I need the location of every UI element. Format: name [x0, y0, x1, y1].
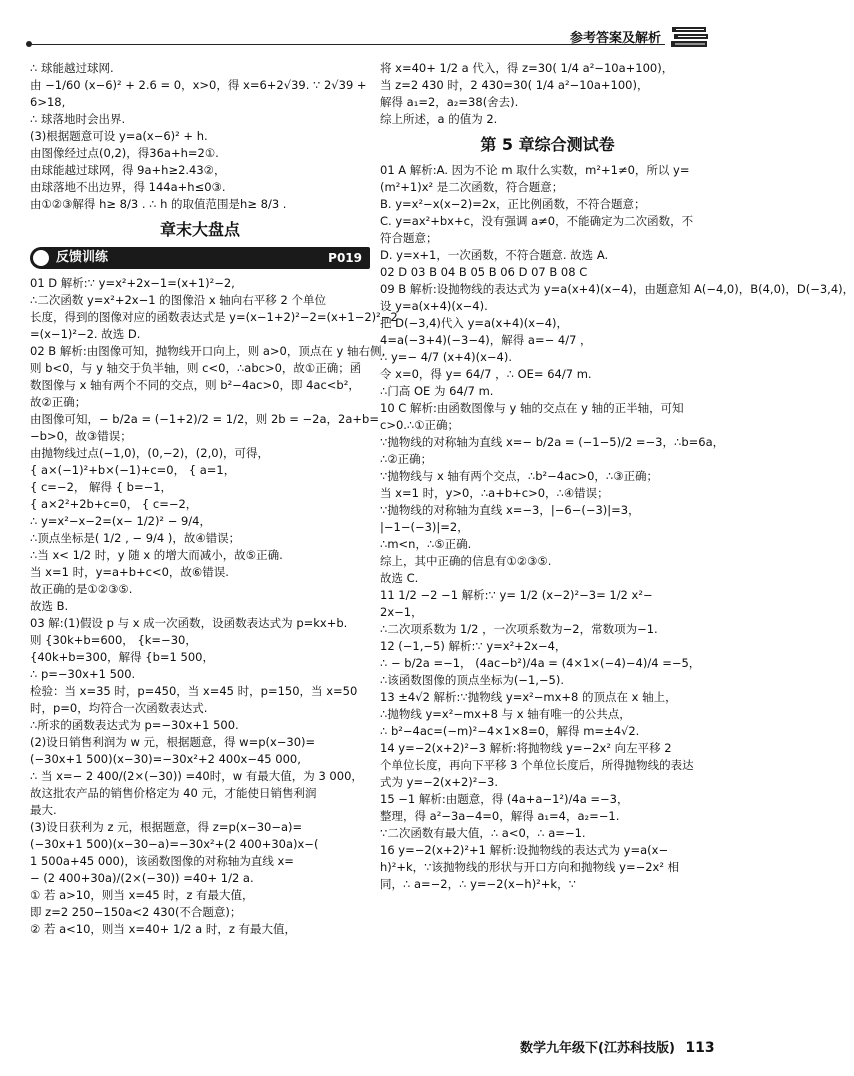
text-line: 即 z=2 250−150a<2 430(不合题意)；	[30, 905, 242, 919]
text-line: 故②正确；	[30, 395, 87, 409]
text-line: ∴②正确；	[380, 452, 433, 466]
text-line: 当 x=1 时，y>0，∴a+b+c>0，∴④错误；	[380, 486, 609, 500]
text-line: 式为 y=−2(x+2)²−3.	[380, 775, 498, 789]
text-line: −b>0，故③错误；	[30, 429, 132, 443]
text-line: 16 y=−2(x+2)²+1 解析:设抛物线的表达式为 y=a(x−	[380, 843, 669, 857]
text-line: 把 D(−3,4)代入 y=a(x+4)(x−4)，	[380, 316, 569, 330]
text-line: ② 若 a<10，则当 x=40+ 1/2 a 时，z 有最大值，	[30, 922, 297, 936]
page-footer	[520, 1040, 715, 1057]
text-line: 时，p=0，均符合一次函数表达式.	[30, 701, 208, 715]
text-line: c>0.∴①正确；	[380, 418, 460, 432]
text-line: 故这批农产品的销售价格定为 40 元，才能使日销售利润	[30, 786, 317, 800]
text-line: 数图像与 x 轴有两个不同的交点，则 b²−4ac>0，即 4ac<b²，	[30, 378, 360, 392]
text-line: 故正确的是①②③⑤.	[30, 582, 133, 596]
text-line: ∴ y=x²−x−2=(x− 1/2)² − 9/4，	[30, 514, 212, 528]
text-line: B. y=x²−x(x−2)=2x，正比例函数，不符合题意；	[380, 197, 646, 211]
text-line: 令 x=0，得 y= 64/7 ，∴ OE= 64/7 m.	[380, 367, 592, 381]
text-line: ∴顶点坐标是( 1/2 , − 9/4 )，故④错误；	[30, 531, 241, 545]
text-line: 14 y=−2(x+2)²−3 解析:将抛物线 y=−2x² 向左平移 2	[380, 741, 672, 755]
text-line: 由 −1/60 (x−6)² + 2.6 = 0，x>0，得 x=6+2√39. ∵ 2√39 +	[30, 78, 367, 92]
text-line: ∴ 球能越过球网.	[30, 61, 114, 75]
text-line: ∴该函数图像的顶点坐标为(−1,−5).	[380, 673, 565, 687]
text-line: 故选 B.	[30, 599, 69, 613]
text-line: ∴m<n，∴⑤正确.	[380, 537, 472, 551]
text-line: 则 b<0，与 y 轴交于负半轴，则 c<0，∴abc>0，故①正确；函	[30, 361, 362, 375]
text-line: |−1−(−3)|=2，	[380, 520, 469, 534]
text-line: 1 500a+45 000)，该函数图像的对称轴为直线 x=	[30, 854, 294, 868]
text-line: (−30x+1 500)(x−30)=−30x²+2 400x−45 000,	[30, 752, 301, 766]
text-line: (m²+1)x² 是二次函数，符合题意；	[380, 180, 564, 194]
text-line: 由球落地不出边界，得 144a+h≤0③.	[30, 180, 226, 194]
text-line: ∴ b²−4ac=(−m)²−4×1×8=0，解得 m=±4√2.	[380, 724, 640, 738]
header-title: 参考答案及解析	[570, 31, 662, 46]
text-line: ∴ 当 x=− 2 400/(2×(−30)) =40时，w 有最大值，为 3 000，	[30, 769, 363, 783]
section-title-chapter5-test: 第 5 章综合测试卷	[480, 135, 615, 154]
text-line: 09 B 解析:设抛物线的表达式为 y=a(x+4)(x−4)，由题意知 A(−4,0)，B(4,0)，D(−3,4)，	[380, 282, 854, 296]
text-line: 2x−1，	[380, 605, 423, 619]
text-line: 12 (−1,−5) 解析:∵ y=x²+2x−4，	[380, 639, 567, 653]
right-top-block	[380, 60, 715, 128]
text-line: ① 若 a>10，则当 x=45 时，z 有最大值，	[30, 888, 254, 902]
text-line: ∴当 x< 1/2 时，y 随 x 的增大而减小，故⑤正确.	[30, 548, 283, 562]
bar-label: 反馈训练	[56, 250, 109, 265]
text-line: ∵抛物线的对称轴为直线 x=− b/2a = (−1−5)/2 =−3，∴b=6a，	[380, 435, 725, 449]
bar-page-ref: P019	[328, 251, 362, 265]
text-line: ∴所求的函数表达式为 p=−30x+1 500.	[30, 718, 239, 732]
text-line: ∴ y=− 4/7 (x+4)(x−4).	[380, 350, 512, 364]
text-line: 4=a(−3+4)(−3−4)，解得 a=− 4/7 ，	[380, 333, 592, 347]
text-line: − (2 400+30a)/(2×(−30)) =40+ 1/2 a.	[30, 871, 254, 885]
right-column	[380, 60, 854, 893]
text-line: 11 1/2 −2 −1 解析:∵ y= 1/2 (x−2)²−3= 1/2 x²−	[380, 588, 653, 602]
text-line: ∴抛物线 y=x²−mx+8 与 x 轴有唯一的公共点，	[380, 707, 631, 721]
text-line: 综上所述，a 的值为 2.	[380, 112, 498, 126]
text-line: 15 −1 解析:由题意，得 (4a+a−1²)/4a =−3，	[380, 792, 629, 806]
text-line: ∵抛物线与 x 轴有两个交点，∴b²−4ac>0，∴③正确；	[380, 469, 659, 483]
text-line: (3)根据题意可设 y=a(x−6)² + h.	[30, 129, 208, 143]
text-line: 当 z=2 430 时，2 430=30( 1/4 a²−10a+100)，	[380, 78, 649, 92]
text-line: 同，∴ a=−2，∴ y=−2(x−h)²+k，∵	[380, 877, 576, 891]
text-line: 由图像可知，− b/2a = (−1+2)/2 = 1/2，则 2b = −2a，2a+b=	[30, 412, 379, 426]
text-line: h)²+k，∵该抛物线的形状与开口方向和抛物线 y=−2x² 相	[380, 860, 680, 874]
text-line: 长度，得到的图像对应的函数表达式是 y=(x−1+2)²−2=(x+1−2)²−2	[30, 310, 398, 324]
text-line: 设 y=a(x+4)(x−4).	[380, 299, 488, 313]
text-line: ∵抛物线的对称轴为直线 x=−3，|−6−(−3)|=3，	[380, 503, 640, 517]
text-line: 整理，得 a²−3a−4=0，解得 a₁=4，a₂=−1.	[380, 809, 620, 823]
feedback-training-bar	[30, 247, 370, 269]
text-line: 个单位长度，再向下平移 3 个单位长度后，所得抛物线的表达	[380, 758, 694, 772]
text-line: ∴二次函数 y=x²+2x−1 的图像沿 x 轴向右平移 2 个单位	[30, 293, 326, 307]
text-line: 由①②③解得 h≥ 8/3 . ∴ h 的取值范围是h≥ 8/3 .	[30, 197, 287, 211]
text-line: 综上，其中正确的信息有①②③⑤.	[380, 554, 552, 568]
text-line: 由图像经过点(0,2)，得36a+h=2①.	[30, 146, 219, 160]
text-line: 03 解:(1)假设 p 与 x 成一次函数，设函数表达式为 p=kx+b.	[30, 616, 348, 630]
text-line: (3)设日获利为 z 元，根据题意，得 z=p(x−30−a)=	[30, 820, 303, 834]
text-line: ∴二次项系数为 1/2 ，一次项系数为−2，常数项为−1.	[380, 622, 658, 636]
right-answers-block	[380, 162, 854, 893]
text-line: 最大.	[30, 803, 57, 817]
left-column	[30, 60, 398, 938]
text-line: 由球能越过球网，得 9a+h≥2.43②，	[30, 163, 226, 177]
left-top-block	[30, 60, 370, 213]
text-line: 01 D 解析:∵ y=x²+2x−1=(x+1)²−2,	[30, 276, 235, 290]
text-line: ∴ p=−30x+1 500.	[30, 667, 136, 681]
section-title-chapter-review: 章末大盘点	[159, 220, 240, 239]
text-line: 13 ±4√2 解析:∵抛物线 y=x²−mx+8 的顶点在 x 轴上，	[380, 690, 677, 704]
text-line: 由抛物线过点(−1,0)，(0,−2)，(2,0)，可得，	[30, 446, 270, 460]
text-line: =(x−1)²−2. 故选 D.	[30, 327, 141, 341]
text-line: 01 A 解析:A. 因为不论 m 取什么实数，m²+1≠0，所以 y=	[380, 163, 690, 177]
books-icon	[670, 24, 710, 50]
text-line: { c=−2， 解得 { b=−1，	[30, 480, 173, 494]
text-line: ∵二次函数有最大值，∴ a<0，∴ a=−1.	[380, 826, 586, 840]
text-line: 02 B 解析:由图像可知，抛物线开口向上，则 a>0，顶点在 y 轴右侧,	[30, 344, 386, 358]
page-header	[0, 0, 750, 58]
text-line: 故选 C.	[380, 571, 419, 585]
text-line: 02 D 03 B 04 B 05 B 06 D 07 B 08 C	[380, 265, 588, 279]
text-line: 解得 a₁=2，a₂=38(舍去).	[380, 95, 519, 109]
text-line: { a×2²+2b+c=0， { c=−2，	[30, 497, 198, 511]
text-line: 6>18,	[30, 95, 66, 109]
text-line: 检验：当 x=35 时，p=450，当 x=45 时，p=150，当 x=50	[30, 684, 358, 698]
text-line: { a×(−1)²+b×(−1)+c=0， { a=1，	[30, 463, 236, 477]
text-line: (2)设日销售利润为 w 元，根据题意，得 w=p(x−30)=	[30, 735, 316, 749]
text-line: 10 C 解析:由函数图像与 y 轴的交点在 y 轴的正半轴，可知	[380, 401, 684, 415]
text-line: D. y=x+1，一次函数，不符合题意. 故选 A.	[380, 248, 609, 262]
footer-page-number: 113	[685, 1040, 715, 1056]
footer-book-title: 数学九年级下(江苏科技版)	[520, 1041, 675, 1056]
text-line: ∴门高 OE 为 64/7 m.	[380, 384, 494, 398]
text-line: 则 {30k+b=600， {k=−30，	[30, 633, 197, 647]
text-line: ∴ − b/2a =−1， (4ac−b²)/4a = (4×1×(−4)−4)/4 =−5，	[380, 656, 701, 670]
left-answers-block	[30, 275, 398, 938]
text-line: {40k+b=300，解得 {b=1 500，	[30, 650, 214, 664]
text-line: C. y=ax²+bx+c，没有强调 a≠0，不能确定为二次函数，不	[380, 214, 694, 228]
text-line: 将 x=40+ 1/2 a 代入，得 z=30( 1/4 a²−10a+100)，	[380, 61, 674, 75]
text-line: 符合题意；	[380, 231, 438, 245]
text-line: 当 x=1 时，y=a+b+c<0，故⑥错误.	[30, 565, 229, 579]
text-line: (−30x+1 500)(x−30−a)=−30x²+(2 400+30a)x−(	[30, 837, 319, 851]
bar-circle-icon	[33, 250, 49, 266]
text-line: ∴ 球落地时会出界.	[30, 112, 126, 126]
